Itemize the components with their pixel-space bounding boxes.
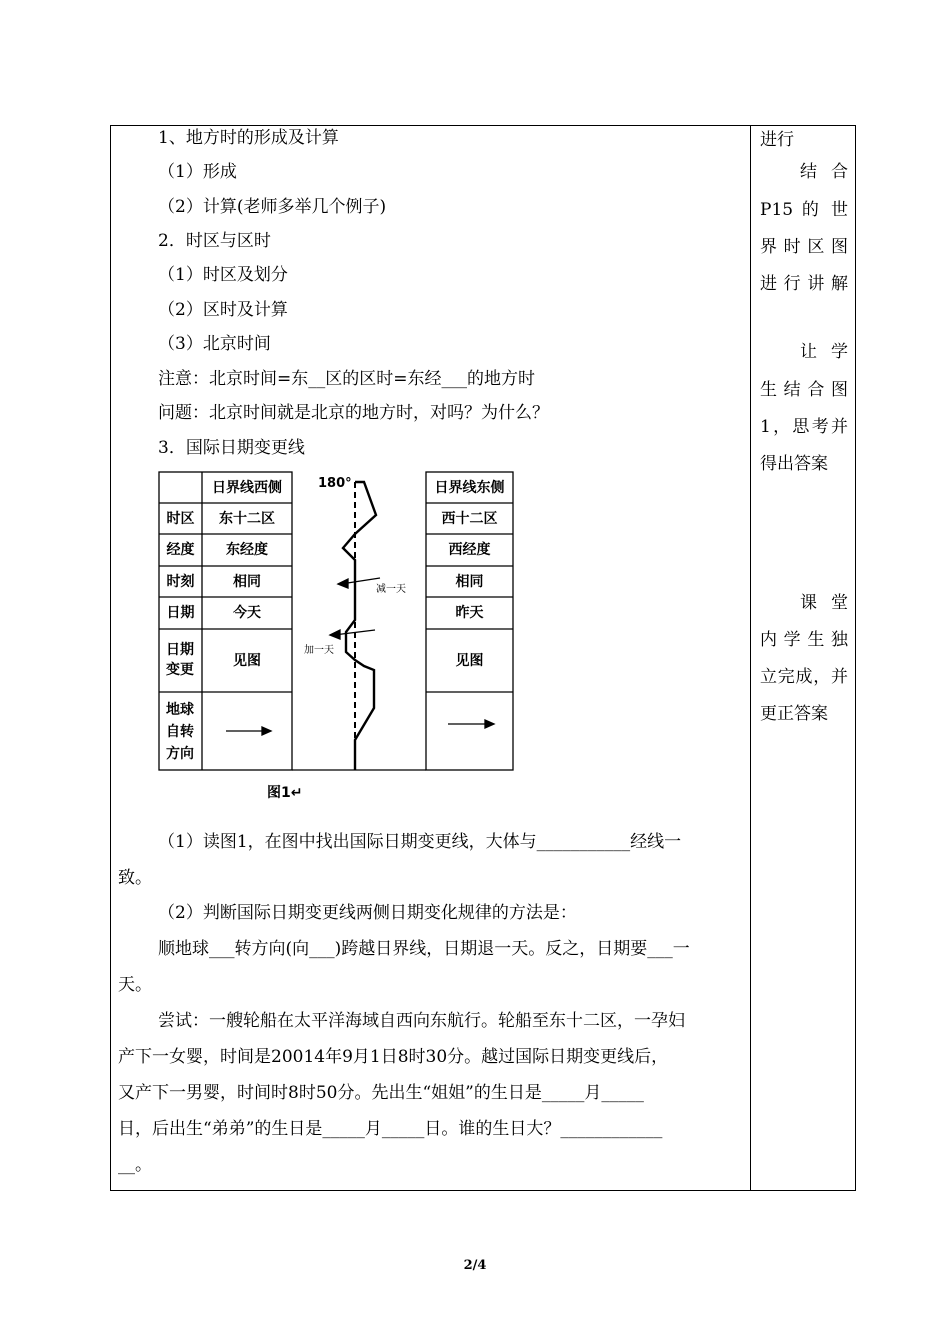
east-time: 相同 — [455, 574, 484, 590]
row-label-date: 日期 — [166, 605, 195, 621]
west-longitude: 东经度 — [226, 542, 268, 558]
side-note-1: 进行 — [760, 130, 794, 150]
item-calculation: （2）计算(老师多举几个例子) — [158, 197, 387, 217]
date-line — [343, 482, 376, 770]
question-1-line1: （1）读图1，在图中找出国际日期变更线，大体与___________经线一 — [158, 832, 682, 852]
rule-line1: 顺地球___转方向(向___)跨越日界线，日期退一天。反之，日期要___一 — [158, 939, 690, 959]
minus-one-day-label: 减一天 — [376, 584, 406, 595]
side-note-4: 界时区图 — [760, 237, 848, 257]
figure-date-line — [158, 470, 515, 772]
row-label-date-change: 日期变更 — [166, 642, 194, 678]
west-zone: 东十二区 — [219, 511, 275, 527]
question-line: 问题：北京时间就是北京的地方时，对吗？为什么？ — [158, 403, 549, 423]
question-2: （2）判断国际日期变更线两侧日期变化规律的方法是： — [158, 903, 577, 923]
figure-caption: 图1↵ — [267, 785, 303, 801]
side-note-8: 1，思考并 — [760, 417, 848, 437]
try-line2: 产下一女婴，时间是20014年9月1日8时30分。越过国际日期变更线后， — [118, 1047, 669, 1067]
item-zone-time: （2）区时及计算 — [158, 300, 288, 320]
plus-one-day-label: 加一天 — [304, 645, 334, 656]
heading-local-time: 1、地方时的形成及计算 — [158, 128, 339, 148]
item-zone-division: （1）时区及划分 — [158, 265, 288, 285]
side-note-7: 生结合图 — [760, 380, 848, 400]
side-note-12: 立完成，并 — [760, 667, 848, 687]
east-zone: 西十二区 — [441, 511, 498, 527]
side-note-2: 结 合 — [800, 162, 848, 182]
try-line5: __。 — [118, 1155, 152, 1175]
item-beijing-time: （3）北京时间 — [158, 334, 271, 354]
question-1-line2: 致。 — [118, 868, 152, 888]
rule-line2: 天。 — [118, 975, 152, 995]
heading-date-line: 3．国际日期变更线 — [158, 438, 305, 458]
column-divider — [750, 125, 751, 1191]
try-line4: 日，后出生“弟弟”的生日是_____月_____日。谁的生日大？____________ — [118, 1119, 663, 1139]
row-label-zone: 时区 — [166, 511, 195, 527]
header-west: 日界线西侧 — [212, 480, 282, 496]
east-date-change: 见图 — [455, 653, 484, 669]
item-formation: （1）形成 — [158, 162, 237, 182]
side-note-6: 让 学 — [800, 342, 848, 362]
row-label-rotation: 地球自转方向 — [166, 702, 194, 762]
west-date: 今天 — [233, 605, 261, 621]
row-label-time: 时刻 — [166, 574, 195, 590]
west-date-change: 见图 — [233, 653, 261, 669]
try-line3: 又产下一男婴，时间时8时50分。先出生“姐姐”的生日是_____月_____ — [118, 1083, 644, 1103]
header-east: 日界线东侧 — [434, 480, 505, 496]
heading-time-zone: 2．时区与区时 — [158, 231, 271, 251]
try-line1: 尝试：一艘轮船在太平洋海域自西向东航行。轮船至东十二区，一孕妇 — [158, 1011, 685, 1031]
row-label-longitude: 经度 — [166, 542, 195, 558]
side-note-11: 内学生独 — [760, 630, 848, 650]
side-note-10: 课 堂 — [800, 593, 848, 613]
meridian-label: 180° — [318, 476, 352, 491]
note-line: 注意：北京时间=东__区的区时=东经___的地方时 — [158, 369, 535, 389]
side-note-13: 更正答案 — [760, 704, 828, 724]
east-date: 昨天 — [455, 605, 484, 621]
side-note-9: 得出答案 — [760, 454, 828, 474]
west-time: 相同 — [233, 574, 261, 590]
side-note-3: P15 的 世 — [760, 200, 848, 220]
east-longitude: 西经度 — [448, 542, 491, 558]
side-note-5: 进行讲解 — [760, 274, 848, 294]
page-number: 2/4 — [463, 1258, 487, 1273]
